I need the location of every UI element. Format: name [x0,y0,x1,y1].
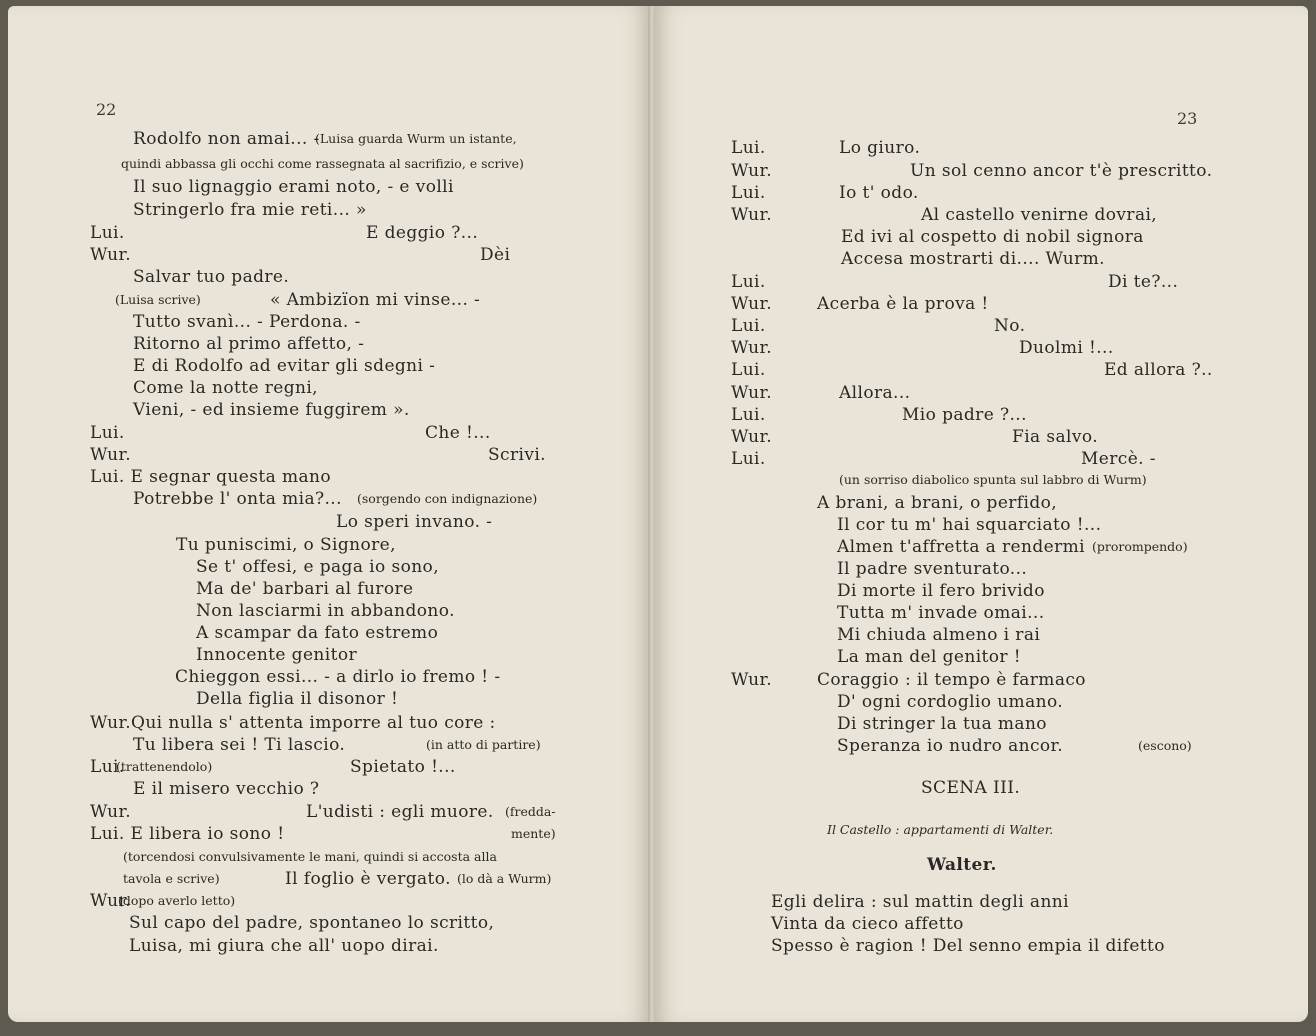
left-page [8,6,650,1022]
text-line [8,688,650,710]
text-line [8,756,650,778]
text-run: Luisa, mi giura che all' uopo dirai. [129,936,439,956]
text-run: Come la notte regni, [133,378,318,398]
text-line [8,311,650,333]
text-line [654,536,1308,558]
text-run: Ed allora ?.. [1104,360,1213,380]
text-run: Della figlia il disonor ! [196,689,399,709]
text-line [8,622,650,644]
text-line [654,602,1308,624]
text-run: Un sol cenno ancor t'è prescritto. [910,161,1213,181]
text-line [654,204,1308,226]
text-line [654,669,1308,691]
text-run: Innocente genitor [196,645,357,665]
text-run: Wur. [731,338,772,358]
text-run: quindi abbassa gli occhi come rassegnata al sacrifizio, e scrive) [121,156,524,171]
text-run: Il cor tu m' hai squarciato !... [837,515,1102,535]
text-line [654,137,1308,159]
text-line [654,691,1308,713]
text-run: Egli delira : sul mattin degli anni [771,892,1069,912]
text-line [8,466,650,488]
text-line [654,819,1308,841]
right-page-text [654,6,1308,1022]
text-run: Di morte il fero brivido [837,581,1045,601]
text-line [8,734,650,756]
text-line [654,182,1308,204]
text-run: No. [994,316,1026,336]
text-run: Lo giuro. [839,138,921,158]
text-run: L'udisti : egli muore. [306,802,494,822]
text-run: (in atto di partire) [426,737,541,752]
text-line [654,735,1308,757]
text-line [8,578,650,600]
text-run: Lui. [90,223,125,243]
text-line [654,337,1308,359]
text-run: Ed ivi al cospetto di nobil signora [841,227,1144,247]
text-run: Stringerlo fra mie reti... » [133,200,367,220]
text-run: E il misero vecchio ? [133,779,320,799]
text-run: (sorgendo con indignazione) [357,491,538,506]
text-line [8,399,650,421]
text-line [8,176,650,198]
text-line [654,891,1308,913]
text-run: Almen t'affretta a rendermi [837,537,1085,557]
text-line [654,271,1308,293]
text-line [8,377,650,399]
text-run: Lui. [731,316,766,336]
text-run: Wur. [731,670,772,690]
text-run: E di Rodolfo ad evitar gli sdegni - [133,356,436,376]
text-run: Wur. [90,245,131,265]
text-line [654,359,1308,381]
text-run: Tutta m' invade omai... [837,603,1045,623]
text-line [8,289,650,311]
text-run: Tutto svanì... - Perdona. - [133,312,361,332]
text-line [654,854,1308,876]
text-run: Il padre sventurato... [837,559,1028,579]
text-line [8,666,650,688]
text-line [8,128,650,150]
text-line [654,492,1308,514]
text-run: Allora... [839,383,911,403]
text-run: (dopo averlo letto) [118,893,236,908]
text-line [654,448,1308,470]
text-line [8,935,650,957]
text-run: Speranza io nudro ancor. [837,736,1064,756]
text-line [8,511,650,533]
text-run: Non lasciarmi in abbandono. [196,601,455,621]
text-line [8,600,650,622]
text-run: (fredda- [505,804,556,819]
text-line [8,444,650,466]
text-run: (un sorriso diabolico spunta sul labbro di Wurm) [839,472,1147,487]
text-run: D' ogni cordoglio umano. [837,692,1064,712]
text-line [654,426,1308,448]
text-line [8,244,650,266]
text-run: Il suo lignaggio erami noto, - e volli [133,177,454,197]
text-line [654,160,1308,182]
text-line [654,624,1308,646]
text-run: Spietato !... [350,757,456,777]
text-run: Vinta da cieco affetto [771,914,964,934]
text-run: Walter. [927,855,997,875]
text-run: Di te?... [1108,272,1179,292]
text-line [654,226,1308,248]
text-line [654,315,1308,337]
text-run: Wur. [731,294,772,314]
text-run: Io t' odo. [839,183,919,203]
text-line [654,713,1308,735]
text-line [654,580,1308,602]
text-run: A brani, a brani, o perfido, [817,493,1058,513]
text-run: Tu libera sei ! Ti lascio. [133,735,346,755]
text-run: Il Castello : appartamenti di Walter. [827,822,1054,837]
text-line [8,199,650,221]
text-run: Lui. E libera io sono ! [90,824,285,844]
page-number: 23 [1177,109,1198,128]
text-line [654,469,1308,491]
text-run: Vieni, - ed insieme fuggirem ». [133,400,410,420]
text-run: (Luisa scrive) [115,292,201,307]
text-run: (torcendosi convulsivamente le mani, quindi si accosta alla [123,849,497,864]
text-run: Lui. [731,360,766,380]
text-run: Salvar tuo padre. [133,267,290,287]
text-line [8,778,650,800]
text-run: Wur. [90,445,131,465]
text-run: Duolmi !... [1019,338,1114,358]
text-line [8,712,650,734]
text-line [8,846,650,868]
text-line [8,222,650,244]
page-number: 22 [96,100,117,119]
text-run: Accesa mostrarti di.... Wurm. [841,249,1105,269]
text-run: Lui. [731,449,766,469]
text-run: Lui. [90,423,125,443]
text-run: Acerba è la prova ! [817,294,989,314]
text-line [654,558,1308,580]
text-line [8,153,650,175]
text-run: Wur. [731,383,772,403]
text-run: Lui. [90,757,125,777]
text-run: Mi chiuda almeno i rai [837,625,1041,645]
text-run: Rodolfo non amai... - [133,129,320,149]
text-line [654,404,1308,426]
text-run: Lui. E segnar questa mano [90,467,332,487]
text-run: « Ambizïon mi vinse... - [270,290,481,310]
text-line [8,801,650,823]
text-run: (prorompendo) [1092,539,1188,554]
text-run: Lo speri invano. - [336,512,493,532]
text-run: (escono) [1138,738,1192,753]
text-run: Potrebbe l' onta mia?... [133,489,342,509]
text-run: Che !... [425,423,491,443]
text-run: Wur. [90,891,131,911]
text-line [654,514,1308,536]
text-run: (trattenendolo) [116,759,213,774]
text-run: Di stringer la tua mano [837,714,1047,734]
right-page [654,6,1308,1022]
text-run: Lui. [731,272,766,292]
text-line [654,293,1308,315]
text-line [8,355,650,377]
text-run: Chieggon essi... - a dirlo io fremo ! - [175,667,501,687]
text-line [8,890,650,912]
text-run: E deggio ?... [366,223,479,243]
text-line [8,912,650,934]
text-run: (Luisa guarda Wurm un istante, [315,131,517,146]
text-run: SCENA III. [921,778,1021,798]
text-line [654,248,1308,270]
text-run: Dèi [480,245,511,265]
text-run: Se t' offesi, e paga io sono, [196,557,439,577]
text-run: Fia salvo. [1012,427,1099,447]
text-run: (lo dà a Wurm) [457,871,552,886]
text-line [654,646,1308,668]
text-line [654,382,1308,404]
text-line [654,935,1308,957]
text-run: tavola e scrive) [123,871,220,886]
text-run: Ritorno al primo affetto, - [133,334,365,354]
text-run: Wur. [731,161,772,181]
text-run: Scrivi. [488,445,546,465]
text-line [8,488,650,510]
text-run: Lui. [731,405,766,425]
text-run: Al castello venirne dovrai, [921,205,1158,225]
text-run: Spesso è ragion ! Del senno empia il difetto [771,936,1165,956]
text-run: Coraggio : il tempo è farmaco [817,670,1086,690]
text-run: Sul capo del padre, spontaneo lo scritto, [129,913,495,933]
text-line [8,556,650,578]
text-run: Wur. [90,802,131,822]
text-run: Lui. [731,183,766,203]
left-page-text [8,6,650,1022]
text-line [8,333,650,355]
text-run: Wur.Qui nulla s' attenta imporre al tuo core : [90,713,496,733]
text-run: Wur. [731,205,772,225]
text-run: La man del genitor ! [837,647,1021,667]
text-run: Tu puniscimi, o Signore, [176,535,396,555]
text-line [8,823,650,845]
text-run: Lui. [731,138,766,158]
text-run: mente) [511,826,556,841]
text-line [654,913,1308,935]
text-line [654,777,1308,799]
text-line [8,868,650,890]
text-line [8,534,650,556]
text-line [8,266,650,288]
text-run: Ma de' barbari al furore [196,579,414,599]
text-run: Il foglio è vergato. [285,869,451,889]
text-run: Mio padre ?... [902,405,1027,425]
text-run: A scampar da fato estremo [196,623,439,643]
text-run: Mercè. - [1081,449,1156,469]
text-run: Wur. [731,427,772,447]
text-line [8,422,650,444]
text-line [8,644,650,666]
